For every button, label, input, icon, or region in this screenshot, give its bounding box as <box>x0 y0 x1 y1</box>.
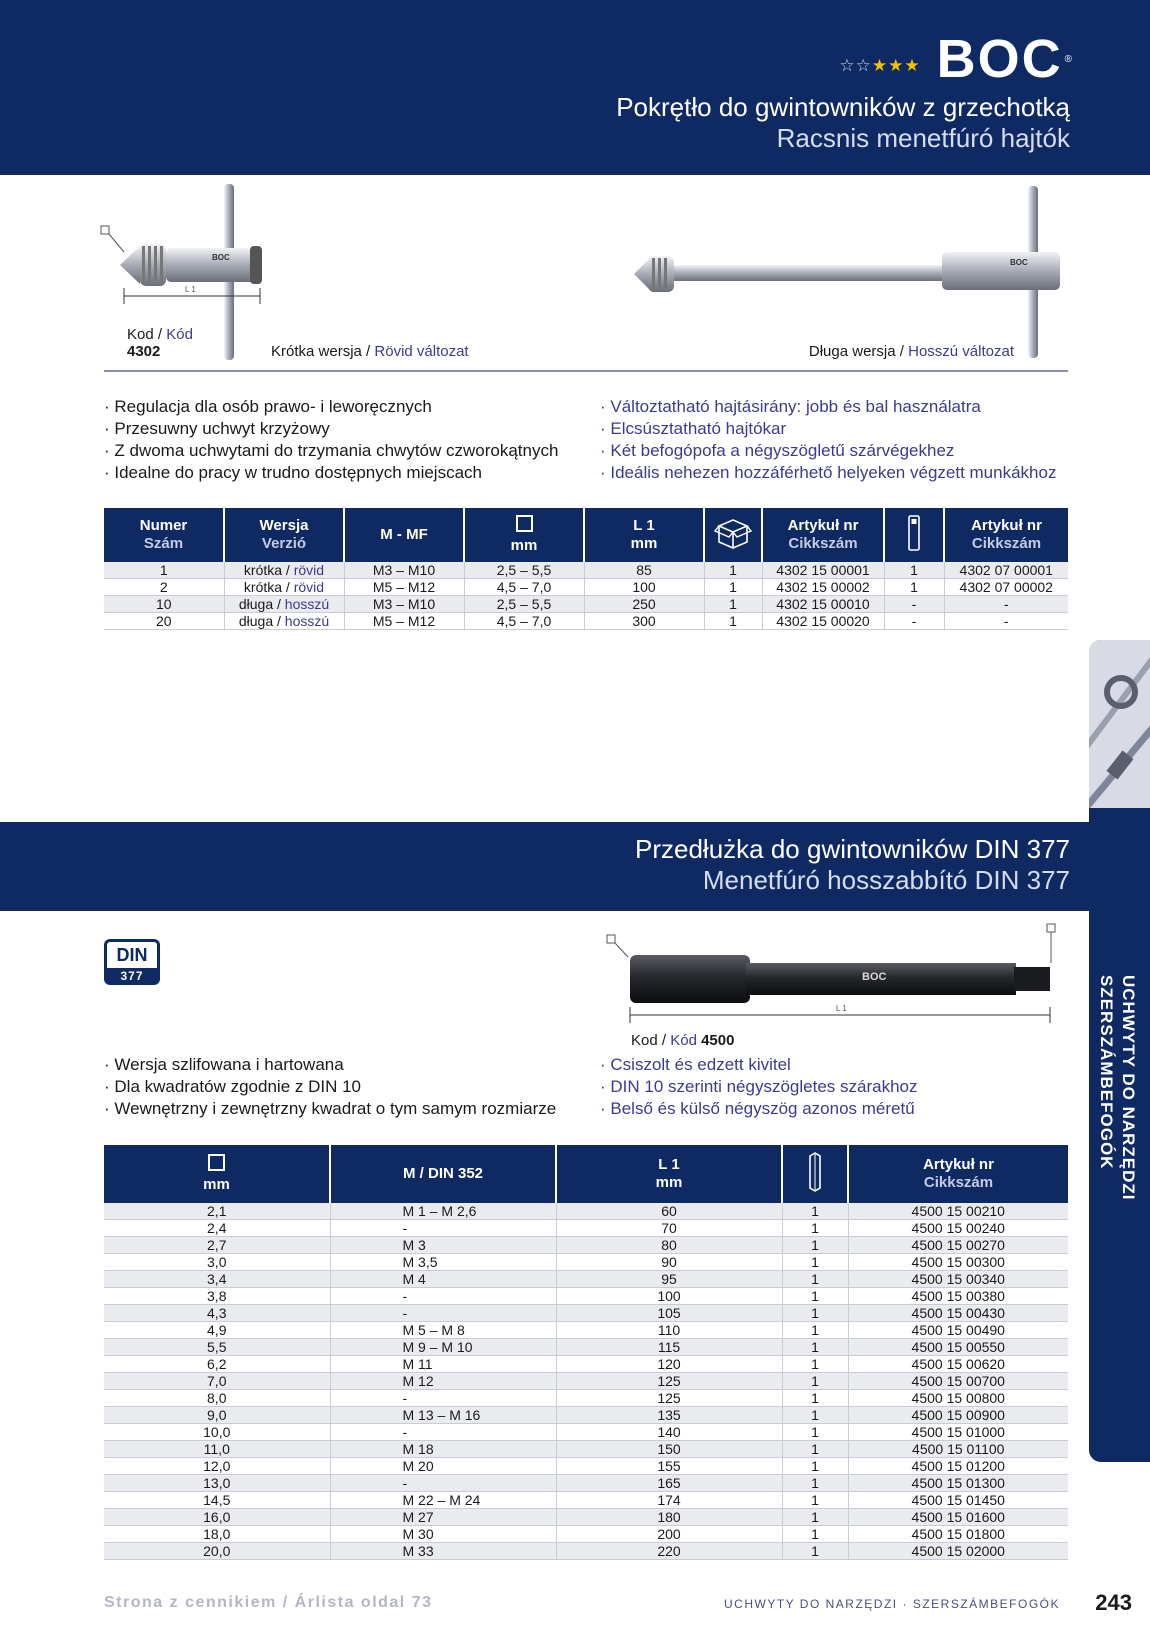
col-article1: Artykuł nr Cikkszám <box>762 508 884 562</box>
cell-package: 1 <box>782 1458 848 1475</box>
cell-square: 10,0 <box>104 1424 330 1441</box>
cell-thread: - <box>330 1424 556 1441</box>
cell-l1: 300 <box>584 613 704 630</box>
cell-article: 4500 15 01800 <box>848 1526 1068 1543</box>
logo-wordmark: BOC <box>936 29 1063 89</box>
cell-article: 4500 15 00380 <box>848 1288 1068 1305</box>
cell-article: 4500 15 00700 <box>848 1373 1068 1390</box>
cell-article: 4500 15 00300 <box>848 1254 1068 1271</box>
cell-thread: M 3,5 <box>330 1254 556 1271</box>
col-holder <box>884 508 944 562</box>
cell-article: 4302 15 00002 <box>762 579 884 596</box>
cell-thread: M 5 – M 8 <box>330 1322 556 1339</box>
cell-number: 20 <box>104 613 224 630</box>
tap-wrench-photo-icon <box>1089 640 1150 808</box>
section1-title-pl: Pokrętło do gwintowników z grzechotką <box>616 92 1070 122</box>
cell-package: 1 <box>782 1220 848 1237</box>
cell-l1: 125 <box>556 1373 782 1390</box>
col-package <box>704 508 762 562</box>
cell-article: 4500 15 01100 <box>848 1441 1068 1458</box>
table-row <box>104 613 1068 630</box>
cell-package: 1 <box>782 1407 848 1424</box>
cell-square: 4,5 – 7,0 <box>464 579 584 596</box>
cell-square: 2,5 – 5,5 <box>464 562 584 579</box>
product-code: 4500 <box>701 1032 735 1049</box>
cell-thread: M 20 <box>330 1458 556 1475</box>
code-caption-4302: Kod / Kód 4302 <box>127 326 193 360</box>
cell-l1: 150 <box>556 1441 782 1458</box>
cell-package: 1 <box>782 1271 848 1288</box>
cell-l1: 105 <box>556 1305 782 1322</box>
cell-l1: 155 <box>556 1458 782 1475</box>
cell-l1: 115 <box>556 1339 782 1356</box>
square-icon <box>516 515 533 532</box>
cell-square: 4,9 <box>104 1322 330 1339</box>
cell-thread: M 13 – M 16 <box>330 1407 556 1424</box>
cell-package2: 1 <box>884 562 944 579</box>
cell-square: 18,0 <box>104 1526 330 1543</box>
cell-thread: M 9 – M 10 <box>330 1339 556 1356</box>
cell-thread: M 1 – M 2,6 <box>330 1203 556 1220</box>
col-article: Artykuł nr Cikkszám <box>848 1145 1068 1203</box>
cell-package: 1 <box>704 596 762 613</box>
table-row <box>104 1271 1068 1288</box>
cell-version: długa / hosszú <box>224 596 344 613</box>
cell-thread: - <box>330 1288 556 1305</box>
col-l1: L 1 mm <box>556 1145 782 1203</box>
cell-package: 1 <box>782 1288 848 1305</box>
col-square: mm <box>104 1145 330 1203</box>
cell-square: 13,0 <box>104 1475 330 1492</box>
table-row <box>104 1424 1068 1441</box>
feature-item: · Regulacja dla osób prawo- i leworęcznych <box>104 397 432 416</box>
cell-l1: 220 <box>556 1543 782 1560</box>
cell-thread: - <box>330 1475 556 1492</box>
long-ratchet-tap-wrench-image <box>630 184 1070 364</box>
features-list-hu <box>600 396 1056 484</box>
cell-package: 1 <box>782 1203 848 1220</box>
cell-number: 1 <box>104 562 224 579</box>
box-icon <box>713 516 753 550</box>
table-row <box>104 1526 1068 1543</box>
cell-square: 9,0 <box>104 1407 330 1424</box>
cell-square: 8,0 <box>104 1390 330 1407</box>
tap-extension-table <box>104 1145 1068 1560</box>
cell-l1: 100 <box>584 579 704 596</box>
cell-square: 6,2 <box>104 1356 330 1373</box>
cell-package2: 1 <box>884 579 944 596</box>
cell-l1: 165 <box>556 1475 782 1492</box>
table-row <box>104 1475 1068 1492</box>
cell-article: 4500 15 00900 <box>848 1407 1068 1424</box>
cell-l1: 85 <box>584 562 704 579</box>
table-row <box>104 1509 1068 1526</box>
cell-article: 4500 15 00490 <box>848 1322 1068 1339</box>
cell-number: 10 <box>104 596 224 613</box>
section1-title-hu: Racsnis menetfúró hajtók <box>776 123 1070 153</box>
section2-title-hu: Menetfúró hosszabbító DIN 377 <box>702 865 1070 895</box>
cell-square: 2,4 <box>104 1220 330 1237</box>
holder-icon <box>906 514 922 552</box>
cell-square: 3,8 <box>104 1288 330 1305</box>
cell-l1: 80 <box>556 1237 782 1254</box>
cell-package: 1 <box>782 1509 848 1526</box>
cell-thread: - <box>330 1390 556 1407</box>
table-row <box>104 1322 1068 1339</box>
brand-logo <box>839 28 1072 90</box>
cell-article: 4500 15 00430 <box>848 1305 1068 1322</box>
svg-text:BOC: BOC <box>1010 258 1028 267</box>
cell-square: 11,0 <box>104 1441 330 1458</box>
cell-l1: 100 <box>556 1288 782 1305</box>
footer-section-name: UCHWYTY DO NARZĘDZI · SZERSZÁMBEFOGÓK <box>724 1597 1060 1611</box>
cell-square: 2,7 <box>104 1237 330 1254</box>
table-row <box>104 1220 1068 1237</box>
features-list-pl <box>104 396 558 484</box>
cell-package: 1 <box>782 1254 848 1271</box>
table-row <box>104 1441 1068 1458</box>
cell-square: 7,0 <box>104 1373 330 1390</box>
short-version-caption: Krótka wersja / Rövid változat <box>271 343 469 360</box>
table-row <box>104 1373 1068 1390</box>
cell-square: 12,0 <box>104 1458 330 1475</box>
cell-article: 4500 15 00210 <box>848 1203 1068 1220</box>
cell-article: 4500 15 00270 <box>848 1237 1068 1254</box>
cell-thread: M3 – M10 <box>344 562 464 579</box>
rating-stars: ☆☆★★★ <box>839 56 921 75</box>
cell-package: 1 <box>704 562 762 579</box>
cell-article: 4302 15 00010 <box>762 596 884 613</box>
col-square: mm <box>464 508 584 562</box>
cell-article: 4500 15 02000 <box>848 1543 1068 1560</box>
cell-article: 4500 15 00550 <box>848 1339 1068 1356</box>
cell-package: 1 <box>782 1305 848 1322</box>
svg-text:BOC: BOC <box>212 253 230 262</box>
cell-square: 4,5 – 7,0 <box>464 613 584 630</box>
cell-l1: 60 <box>556 1203 782 1220</box>
cell-package: 1 <box>704 579 762 596</box>
svg-text:BOC: BOC <box>862 971 887 983</box>
cell-number: 2 <box>104 579 224 596</box>
cell-article: 4500 15 01450 <box>848 1492 1068 1509</box>
cell-square: 3,0 <box>104 1254 330 1271</box>
cell-l1: 174 <box>556 1492 782 1509</box>
cell-thread: M 11 <box>330 1356 556 1373</box>
cell-package2: - <box>884 596 944 613</box>
table-row <box>104 1356 1068 1373</box>
cell-article2: 4302 07 00002 <box>944 579 1068 596</box>
cell-package: 1 <box>782 1492 848 1509</box>
cell-square: 16,0 <box>104 1509 330 1526</box>
cell-article: 4500 15 00240 <box>848 1220 1068 1237</box>
table-row <box>104 1237 1068 1254</box>
cell-thread: M5 – M12 <box>344 579 464 596</box>
feature-item: · Z dwoma uchwytami do trzymania chwytów czworokątnych <box>104 441 559 460</box>
long-version-caption: Długa wersja / Hosszú változat <box>808 343 1014 360</box>
cell-package: 1 <box>782 1424 848 1441</box>
dimension-label-l1: L 1 <box>185 285 196 294</box>
cell-package: 1 <box>782 1237 848 1254</box>
cell-l1: 200 <box>556 1526 782 1543</box>
cell-article: 4302 15 00001 <box>762 562 884 579</box>
feature-item: · Belső és külső négyszög azonos méretű <box>600 1099 915 1118</box>
code-caption-4500: Kod / Kód 4500 <box>631 1032 735 1049</box>
table-row <box>104 1288 1068 1305</box>
square-icon <box>208 1154 225 1171</box>
cell-package: 1 <box>782 1322 848 1339</box>
cell-l1: 70 <box>556 1220 782 1237</box>
feature-item: · Dla kwadratów zgodnie z DIN 10 <box>104 1077 362 1096</box>
cell-l1: 135 <box>556 1407 782 1424</box>
table-row <box>104 562 1068 579</box>
cell-thread: M 12 <box>330 1373 556 1390</box>
cell-square: 3,4 <box>104 1271 330 1288</box>
cell-article: 4302 15 00020 <box>762 613 884 630</box>
table-row <box>104 1458 1068 1475</box>
cell-l1: 250 <box>584 596 704 613</box>
side-tab-labels <box>1096 975 1144 1295</box>
cell-article2: - <box>944 613 1068 630</box>
cell-thread: M 22 – M 24 <box>330 1492 556 1509</box>
table-row <box>104 1543 1068 1560</box>
footer-pricelist-ref: Strona z cennikiem / Árlista oldal 73 <box>104 1594 433 1611</box>
col-version: Wersja Verzió <box>224 508 344 562</box>
cell-package: 1 <box>782 1475 848 1492</box>
cell-thread: M 33 <box>330 1543 556 1560</box>
section2-title <box>635 834 1070 896</box>
feature-item: · Csiszolt és edzett kivitel <box>600 1055 791 1074</box>
cell-article2: - <box>944 596 1068 613</box>
cell-thread: M 30 <box>330 1526 556 1543</box>
cell-square: 5,5 <box>104 1339 330 1356</box>
feature-item: · Wewnętrzny i zewnętrzny kwadrat o tym samym rozmiarze <box>104 1099 557 1118</box>
feature-item: · Változtatható hajtásirány: jobb és bal használatra <box>600 397 981 416</box>
cell-article2: 4302 07 00001 <box>944 562 1068 579</box>
cell-square: 4,3 <box>104 1305 330 1322</box>
holder-icon <box>806 1152 824 1192</box>
cell-article: 4500 15 01200 <box>848 1458 1068 1475</box>
feature-item: · Elcsúsztatható hajtókar <box>600 419 787 438</box>
cell-package: 1 <box>782 1339 848 1356</box>
col-l1: L 1 mm <box>584 508 704 562</box>
cell-square: 2,5 – 5,5 <box>464 596 584 613</box>
features-list-pl-2 <box>104 1054 556 1120</box>
cell-version: krótka / rövid <box>224 562 344 579</box>
cell-version: długa / hosszú <box>224 613 344 630</box>
cell-thread: - <box>330 1220 556 1237</box>
cell-l1: 120 <box>556 1356 782 1373</box>
cell-package: 1 <box>782 1356 848 1373</box>
cell-square: 2,1 <box>104 1203 330 1220</box>
cell-l1: 180 <box>556 1509 782 1526</box>
section2-title-pl: Przedłużka do gwintowników DIN 377 <box>635 834 1070 864</box>
cell-package2: - <box>884 613 944 630</box>
col-thread: M / DIN 352 <box>330 1145 556 1203</box>
col-number: Numer Szám <box>104 508 224 562</box>
cell-l1: 140 <box>556 1424 782 1441</box>
cell-package: 1 <box>782 1543 848 1560</box>
cell-thread: M 27 <box>330 1509 556 1526</box>
col-thread: M - MF <box>344 508 464 562</box>
dimension-label-l1: L 1 <box>836 1004 847 1013</box>
cell-version: krótka / rövid <box>224 579 344 596</box>
product-code: 4302 <box>127 343 161 360</box>
table-row <box>104 1492 1068 1509</box>
cell-thread: M 4 <box>330 1271 556 1288</box>
table-row <box>104 579 1068 596</box>
table-row <box>104 596 1068 613</box>
table-row <box>104 1203 1068 1220</box>
side-tab-label-hu: SZERSZÁMBEFOGÓK <box>1097 975 1116 1170</box>
feature-item: · Két befogópofa a négyszögletű szárvégekhez <box>600 441 955 460</box>
table-row <box>104 1390 1068 1407</box>
cell-article: 4500 15 00800 <box>848 1390 1068 1407</box>
col-holder <box>782 1145 848 1203</box>
cell-thread: M 3 <box>330 1237 556 1254</box>
feature-item: · Wersja szlifowana i hartowana <box>104 1055 344 1074</box>
cell-package: 1 <box>782 1373 848 1390</box>
cell-square: 14,5 <box>104 1492 330 1509</box>
registered-mark: ® <box>1064 53 1072 65</box>
features-list-hu-2 <box>600 1054 917 1120</box>
cell-article: 4500 15 00620 <box>848 1356 1068 1373</box>
cell-thread: M5 – M12 <box>344 613 464 630</box>
feature-item: · Ideális nehezen hozzáférhető helyeken végzett munkákhoz <box>600 463 1057 482</box>
din-377-badge: DIN 377 <box>104 939 160 985</box>
table-row <box>104 1254 1068 1271</box>
cell-l1: 95 <box>556 1271 782 1288</box>
section1-title <box>616 92 1070 154</box>
tap-extension-image <box>606 923 1076 1031</box>
cell-thread: M 18 <box>330 1441 556 1458</box>
side-tab-label-pl: UCHWYTY DO NARZĘDZI <box>1119 975 1138 1201</box>
cell-article: 4500 15 01600 <box>848 1509 1068 1526</box>
cell-package: 1 <box>782 1526 848 1543</box>
cell-article: 4500 15 00340 <box>848 1271 1068 1288</box>
table-row <box>104 1339 1068 1356</box>
feature-item: · Przesuwny uchwyt krzyżowy <box>104 419 330 438</box>
tap-wrench-table <box>104 508 1068 630</box>
cell-l1: 125 <box>556 1390 782 1407</box>
cell-thread: M3 – M10 <box>344 596 464 613</box>
cell-l1: 110 <box>556 1322 782 1339</box>
feature-item: · Idealne do pracy w trudno dostępnych miejscach <box>104 463 482 482</box>
page-number: 243 <box>1095 1590 1132 1615</box>
col-article2: Artykuł nr Cikkszám <box>944 508 1068 562</box>
feature-item: · DIN 10 szerinti négyszögletes szárakhoz <box>600 1077 918 1096</box>
cell-thread: - <box>330 1305 556 1322</box>
cell-article: 4500 15 01000 <box>848 1424 1068 1441</box>
cell-package: 1 <box>704 613 762 630</box>
cell-article: 4500 15 01300 <box>848 1475 1068 1492</box>
cell-package: 1 <box>782 1441 848 1458</box>
table-row <box>104 1305 1068 1322</box>
table-row <box>104 1407 1068 1424</box>
cell-package: 1 <box>782 1390 848 1407</box>
divider <box>104 370 1068 372</box>
cell-l1: 90 <box>556 1254 782 1271</box>
cell-square: 20,0 <box>104 1543 330 1560</box>
